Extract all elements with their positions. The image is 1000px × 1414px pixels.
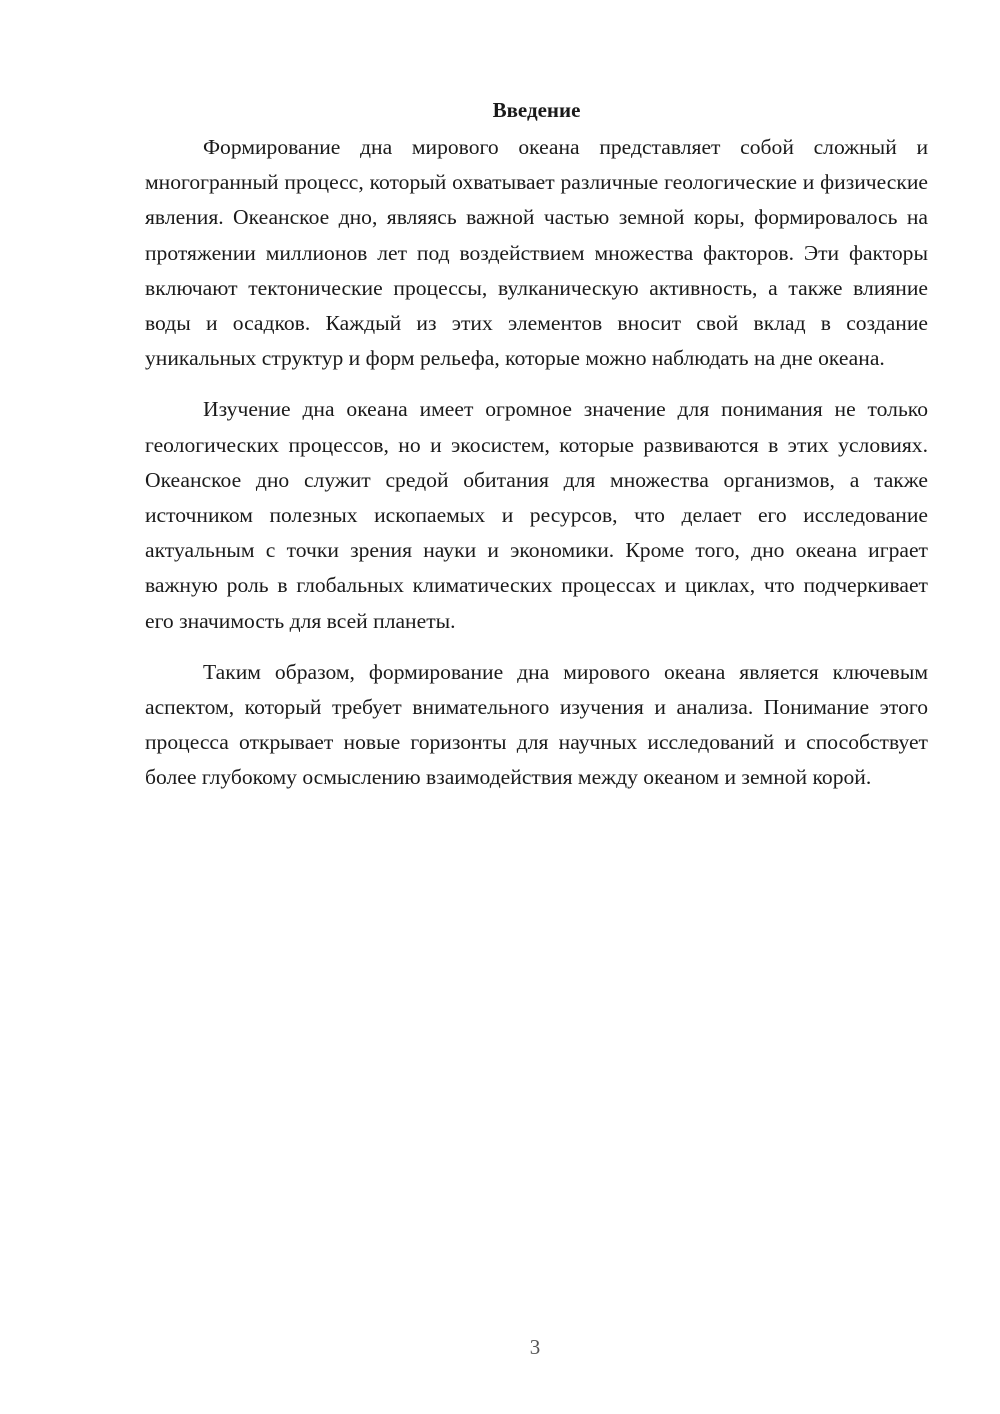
paragraph-1: Формирование дна мирового океана представляет собой сложный и многогранный процесс, который охватывает различные геологические и физические явления. Океанское дно, являясь важной частью земной коры, формировалось на протяжении миллионов лет под воздействием множества факторов. Эти факторы включают тектонические процессы, вулканическую активность, а также влияние воды и осадков. Каждый из этих элементов вносит свой вклад в создание уникальных структур и форм рельефа, которые можно наблюдать на дне океана. xyxy=(145,135,928,371)
section-title: Введение xyxy=(492,98,581,122)
paragraph-3: Таким образом, формирование дна мирового океана является ключевым аспектом, который требует внимательного изучения и анализа. Понимание этого процесса открывает новые горизонты для научных исследований и способствует более глубокому осмыслению взаимодействия между океаном и земной корой. xyxy=(145,659,928,790)
page-number: 3 xyxy=(529,1335,541,1359)
page-content xyxy=(145,92,928,796)
paragraph-2: Изучение дна океана имеет огромное значение для понимания не только геологических процессов, но и экосистем, которые развиваются в этих условиях. Океанское дно служит средой обитания для множества организмов, а также источником полезных ископаемых и ресурсов, что делает его исследование актуальным с точки зрения науки и экономики. Кроме того, дно океана играет важную роль в глобальных климатических процессах и циклах, что подчеркивает его значимость для всей планеты. xyxy=(145,397,928,633)
